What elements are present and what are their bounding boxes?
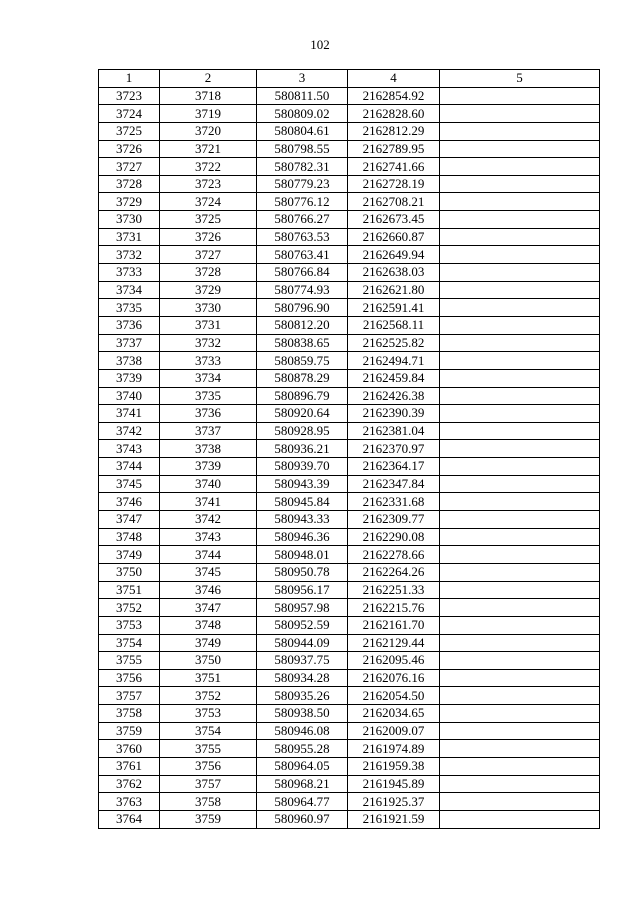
x-coordinate-cell: 580934.28 — [257, 669, 348, 687]
note-cell — [440, 87, 600, 105]
row-number-cell: 3723 — [99, 87, 160, 105]
point-number-cell: 3721 — [160, 140, 257, 158]
point-number-cell: 3759 — [160, 810, 257, 828]
x-coordinate-cell: 580776.12 — [257, 193, 348, 211]
column-header-1: 1 — [99, 70, 160, 88]
note-cell — [440, 793, 600, 811]
note-cell — [440, 387, 600, 405]
column-header-5: 5 — [440, 70, 600, 88]
x-coordinate-cell: 580811.50 — [257, 87, 348, 105]
x-coordinate-cell: 580782.31 — [257, 158, 348, 176]
x-coordinate-cell: 580952.59 — [257, 616, 348, 634]
y-coordinate-cell: 2162347.84 — [348, 475, 440, 493]
row-number-cell: 3737 — [99, 334, 160, 352]
point-number-cell: 3744 — [160, 546, 257, 564]
table-row — [99, 546, 600, 564]
table-row — [99, 175, 600, 193]
y-coordinate-cell: 2162076.16 — [348, 669, 440, 687]
y-coordinate-cell: 2162309.77 — [348, 511, 440, 529]
point-number-cell: 3747 — [160, 599, 257, 617]
note-cell — [440, 740, 600, 758]
table-row — [99, 458, 600, 476]
x-coordinate-cell: 580948.01 — [257, 546, 348, 564]
y-coordinate-cell: 2162728.19 — [348, 175, 440, 193]
x-coordinate-cell: 580943.33 — [257, 511, 348, 529]
row-number-cell: 3760 — [99, 740, 160, 758]
note-cell — [440, 757, 600, 775]
note-cell — [440, 105, 600, 123]
y-coordinate-cell: 2161959.38 — [348, 757, 440, 775]
table-row — [99, 264, 600, 282]
point-number-cell: 3752 — [160, 687, 257, 705]
row-number-cell: 3733 — [99, 264, 160, 282]
x-coordinate-cell: 580955.28 — [257, 740, 348, 758]
note-cell — [440, 775, 600, 793]
point-number-cell: 3749 — [160, 634, 257, 652]
y-coordinate-cell: 2161925.37 — [348, 793, 440, 811]
row-number-cell: 3753 — [99, 616, 160, 634]
x-coordinate-cell: 580838.65 — [257, 334, 348, 352]
point-number-cell: 3720 — [160, 122, 257, 140]
note-cell — [440, 264, 600, 282]
note-cell — [440, 669, 600, 687]
table-row — [99, 316, 600, 334]
y-coordinate-cell: 2162129.44 — [348, 634, 440, 652]
table-row — [99, 652, 600, 670]
x-coordinate-cell: 580968.21 — [257, 775, 348, 793]
table-row — [99, 705, 600, 723]
x-coordinate-cell: 580956.17 — [257, 581, 348, 599]
y-coordinate-cell: 2162054.50 — [348, 687, 440, 705]
table-row — [99, 740, 600, 758]
y-coordinate-cell: 2162034.65 — [348, 705, 440, 723]
point-number-cell: 3758 — [160, 793, 257, 811]
column-header-4: 4 — [348, 70, 440, 88]
row-number-cell: 3726 — [99, 140, 160, 158]
point-number-cell: 3751 — [160, 669, 257, 687]
y-coordinate-cell: 2162459.84 — [348, 369, 440, 387]
row-number-cell: 3736 — [99, 316, 160, 334]
x-coordinate-cell: 580809.02 — [257, 105, 348, 123]
y-coordinate-cell: 2162708.21 — [348, 193, 440, 211]
header-row — [99, 70, 600, 88]
note-cell — [440, 722, 600, 740]
x-coordinate-cell: 580878.29 — [257, 369, 348, 387]
point-number-cell: 3753 — [160, 705, 257, 723]
row-number-cell: 3743 — [99, 440, 160, 458]
note-cell — [440, 316, 600, 334]
x-coordinate-cell: 580945.84 — [257, 493, 348, 511]
row-number-cell: 3756 — [99, 669, 160, 687]
table-row — [99, 775, 600, 793]
x-coordinate-cell: 580763.41 — [257, 246, 348, 264]
y-coordinate-cell: 2162426.38 — [348, 387, 440, 405]
note-cell — [440, 158, 600, 176]
note-cell — [440, 422, 600, 440]
y-coordinate-cell: 2162638.03 — [348, 264, 440, 282]
note-cell — [440, 493, 600, 511]
table-row — [99, 475, 600, 493]
y-coordinate-cell: 2162331.68 — [348, 493, 440, 511]
table-row — [99, 422, 600, 440]
table-row — [99, 299, 600, 317]
point-number-cell: 3740 — [160, 475, 257, 493]
row-number-cell: 3762 — [99, 775, 160, 793]
table-row — [99, 334, 600, 352]
note-cell — [440, 299, 600, 317]
table-row — [99, 511, 600, 529]
point-number-cell: 3726 — [160, 228, 257, 246]
note-cell — [440, 475, 600, 493]
note-cell — [440, 810, 600, 828]
table-row — [99, 810, 600, 828]
x-coordinate-cell: 580766.27 — [257, 211, 348, 229]
row-number-cell: 3754 — [99, 634, 160, 652]
note-cell — [440, 652, 600, 670]
x-coordinate-cell: 580938.50 — [257, 705, 348, 723]
y-coordinate-cell: 2162095.46 — [348, 652, 440, 670]
y-coordinate-cell: 2162494.71 — [348, 352, 440, 370]
x-coordinate-cell: 580946.36 — [257, 528, 348, 546]
table-row — [99, 246, 600, 264]
point-number-cell: 3743 — [160, 528, 257, 546]
table-row — [99, 793, 600, 811]
note-cell — [440, 616, 600, 634]
table-row — [99, 122, 600, 140]
x-coordinate-cell: 580946.08 — [257, 722, 348, 740]
table-header — [99, 70, 600, 88]
y-coordinate-cell: 2162009.07 — [348, 722, 440, 740]
point-number-cell: 3719 — [160, 105, 257, 123]
point-number-cell: 3756 — [160, 757, 257, 775]
table-row — [99, 387, 600, 405]
note-cell — [440, 211, 600, 229]
row-number-cell: 3741 — [99, 405, 160, 423]
point-number-cell: 3741 — [160, 493, 257, 511]
y-coordinate-cell: 2162264.26 — [348, 563, 440, 581]
row-number-cell: 3750 — [99, 563, 160, 581]
x-coordinate-cell: 580766.84 — [257, 264, 348, 282]
y-coordinate-cell: 2162660.87 — [348, 228, 440, 246]
y-coordinate-cell: 2162215.76 — [348, 599, 440, 617]
note-cell — [440, 246, 600, 264]
y-coordinate-cell: 2161974.89 — [348, 740, 440, 758]
y-coordinate-cell: 2162390.39 — [348, 405, 440, 423]
table-row — [99, 193, 600, 211]
note-cell — [440, 228, 600, 246]
row-number-cell: 3738 — [99, 352, 160, 370]
point-number-cell: 3733 — [160, 352, 257, 370]
row-number-cell: 3732 — [99, 246, 160, 264]
note-cell — [440, 581, 600, 599]
note-cell — [440, 122, 600, 140]
y-coordinate-cell: 2162525.82 — [348, 334, 440, 352]
row-number-cell: 3755 — [99, 652, 160, 670]
point-number-cell: 3737 — [160, 422, 257, 440]
x-coordinate-cell: 580950.78 — [257, 563, 348, 581]
point-number-cell: 3734 — [160, 369, 257, 387]
table-row — [99, 722, 600, 740]
point-number-cell: 3754 — [160, 722, 257, 740]
table-body — [99, 87, 600, 828]
column-header-2: 2 — [160, 70, 257, 88]
table-row — [99, 528, 600, 546]
y-coordinate-cell: 2162649.94 — [348, 246, 440, 264]
y-coordinate-cell: 2162591.41 — [348, 299, 440, 317]
point-number-cell: 3725 — [160, 211, 257, 229]
row-number-cell: 3757 — [99, 687, 160, 705]
table-row — [99, 105, 600, 123]
x-coordinate-cell: 580944.09 — [257, 634, 348, 652]
table-row — [99, 440, 600, 458]
x-coordinate-cell: 580943.39 — [257, 475, 348, 493]
point-number-cell: 3731 — [160, 316, 257, 334]
note-cell — [440, 634, 600, 652]
row-number-cell: 3728 — [99, 175, 160, 193]
note-cell — [440, 599, 600, 617]
point-number-cell: 3727 — [160, 246, 257, 264]
point-number-cell: 3750 — [160, 652, 257, 670]
row-number-cell: 3730 — [99, 211, 160, 229]
point-number-cell: 3739 — [160, 458, 257, 476]
y-coordinate-cell: 2162741.66 — [348, 158, 440, 176]
row-number-cell: 3735 — [99, 299, 160, 317]
row-number-cell: 3749 — [99, 546, 160, 564]
point-number-cell: 3746 — [160, 581, 257, 599]
note-cell — [440, 369, 600, 387]
point-number-cell: 3723 — [160, 175, 257, 193]
row-number-cell: 3747 — [99, 511, 160, 529]
y-coordinate-cell: 2162251.33 — [348, 581, 440, 599]
row-number-cell: 3742 — [99, 422, 160, 440]
table-row — [99, 158, 600, 176]
y-coordinate-cell: 2162854.92 — [348, 87, 440, 105]
table-row — [99, 352, 600, 370]
point-number-cell: 3722 — [160, 158, 257, 176]
point-number-cell: 3724 — [160, 193, 257, 211]
table-row — [99, 228, 600, 246]
x-coordinate-cell: 580774.93 — [257, 281, 348, 299]
note-cell — [440, 546, 600, 564]
x-coordinate-cell: 580896.79 — [257, 387, 348, 405]
note-cell — [440, 687, 600, 705]
row-number-cell: 3734 — [99, 281, 160, 299]
row-number-cell: 3729 — [99, 193, 160, 211]
y-coordinate-cell: 2161921.59 — [348, 810, 440, 828]
x-coordinate-cell: 580798.55 — [257, 140, 348, 158]
point-number-cell: 3742 — [160, 511, 257, 529]
y-coordinate-cell: 2162789.95 — [348, 140, 440, 158]
table-row — [99, 757, 600, 775]
table-row — [99, 140, 600, 158]
note-cell — [440, 193, 600, 211]
y-coordinate-cell: 2162278.66 — [348, 546, 440, 564]
table-row — [99, 563, 600, 581]
row-number-cell: 3727 — [99, 158, 160, 176]
note-cell — [440, 563, 600, 581]
point-number-cell: 3738 — [160, 440, 257, 458]
table-row — [99, 634, 600, 652]
note-cell — [440, 281, 600, 299]
x-coordinate-cell: 580920.64 — [257, 405, 348, 423]
coordinates-table — [98, 69, 600, 829]
point-number-cell: 3718 — [160, 87, 257, 105]
x-coordinate-cell: 580957.98 — [257, 599, 348, 617]
point-number-cell: 3732 — [160, 334, 257, 352]
note-cell — [440, 405, 600, 423]
row-number-cell: 3761 — [99, 757, 160, 775]
row-number-cell: 3751 — [99, 581, 160, 599]
x-coordinate-cell: 580779.23 — [257, 175, 348, 193]
x-coordinate-cell: 580964.77 — [257, 793, 348, 811]
note-cell — [440, 352, 600, 370]
y-coordinate-cell: 2162621.80 — [348, 281, 440, 299]
point-number-cell: 3745 — [160, 563, 257, 581]
x-coordinate-cell: 580763.53 — [257, 228, 348, 246]
point-number-cell: 3728 — [160, 264, 257, 282]
note-cell — [440, 511, 600, 529]
table-row — [99, 599, 600, 617]
point-number-cell: 3736 — [160, 405, 257, 423]
row-number-cell: 3748 — [99, 528, 160, 546]
x-coordinate-cell: 580964.05 — [257, 757, 348, 775]
y-coordinate-cell: 2162828.60 — [348, 105, 440, 123]
point-number-cell: 3730 — [160, 299, 257, 317]
x-coordinate-cell: 580937.75 — [257, 652, 348, 670]
note-cell — [440, 705, 600, 723]
column-header-3: 3 — [257, 70, 348, 88]
table-row — [99, 616, 600, 634]
x-coordinate-cell: 580812.20 — [257, 316, 348, 334]
row-number-cell: 3725 — [99, 122, 160, 140]
note-cell — [440, 528, 600, 546]
point-number-cell: 3729 — [160, 281, 257, 299]
x-coordinate-cell: 580936.21 — [257, 440, 348, 458]
x-coordinate-cell: 580960.97 — [257, 810, 348, 828]
y-coordinate-cell: 2162290.08 — [348, 528, 440, 546]
note-cell — [440, 334, 600, 352]
x-coordinate-cell: 580859.75 — [257, 352, 348, 370]
y-coordinate-cell: 2162381.04 — [348, 422, 440, 440]
row-number-cell: 3744 — [99, 458, 160, 476]
point-number-cell: 3755 — [160, 740, 257, 758]
row-number-cell: 3752 — [99, 599, 160, 617]
x-coordinate-cell: 580939.70 — [257, 458, 348, 476]
x-coordinate-cell: 580928.95 — [257, 422, 348, 440]
y-coordinate-cell: 2162812.29 — [348, 122, 440, 140]
x-coordinate-cell: 580796.90 — [257, 299, 348, 317]
y-coordinate-cell: 2162370.97 — [348, 440, 440, 458]
point-number-cell: 3748 — [160, 616, 257, 634]
point-number-cell: 3757 — [160, 775, 257, 793]
table-row — [99, 669, 600, 687]
table-row — [99, 211, 600, 229]
row-number-cell: 3745 — [99, 475, 160, 493]
table-row — [99, 87, 600, 105]
note-cell — [440, 140, 600, 158]
table-row — [99, 581, 600, 599]
x-coordinate-cell: 580935.26 — [257, 687, 348, 705]
y-coordinate-cell: 2162364.17 — [348, 458, 440, 476]
page-number: 102 — [310, 37, 330, 52]
note-cell — [440, 175, 600, 193]
note-cell — [440, 458, 600, 476]
row-number-cell: 3746 — [99, 493, 160, 511]
x-coordinate-cell: 580804.61 — [257, 122, 348, 140]
row-number-cell: 3731 — [99, 228, 160, 246]
table-row — [99, 405, 600, 423]
row-number-cell: 3739 — [99, 369, 160, 387]
table-row — [99, 281, 600, 299]
table-row — [99, 369, 600, 387]
row-number-cell: 3764 — [99, 810, 160, 828]
row-number-cell: 3758 — [99, 705, 160, 723]
y-coordinate-cell: 2162568.11 — [348, 316, 440, 334]
row-number-cell: 3740 — [99, 387, 160, 405]
point-number-cell: 3735 — [160, 387, 257, 405]
row-number-cell: 3763 — [99, 793, 160, 811]
table-row — [99, 493, 600, 511]
row-number-cell: 3724 — [99, 105, 160, 123]
row-number-cell: 3759 — [99, 722, 160, 740]
y-coordinate-cell: 2162161.70 — [348, 616, 440, 634]
y-coordinate-cell: 2161945.89 — [348, 775, 440, 793]
y-coordinate-cell: 2162673.45 — [348, 211, 440, 229]
table-row — [99, 687, 600, 705]
note-cell — [440, 440, 600, 458]
